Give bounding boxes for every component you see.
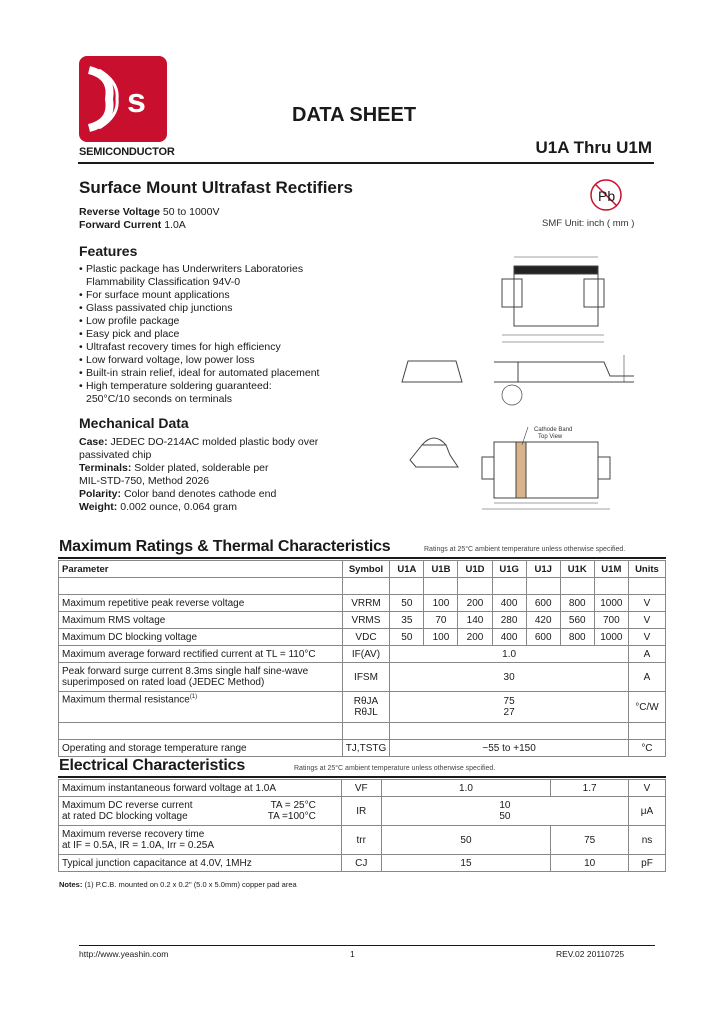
svg-text:s: s [127,82,146,120]
company-logo [79,56,167,142]
table-row: Maximum DC reverse current TA = 25°C at rated DC blocking voltage TA =100°C IR 10 50 μA [59,797,666,826]
notes [59,880,297,889]
reverse-voltage-value: 50 to 1000V [162,206,220,218]
reverse-voltage-line [79,206,220,219]
table-row: Operating and storage temperature range TJ,TSTG −55 to +150 °C [59,740,666,757]
mechanical-heading: Mechanical Data [79,415,189,431]
feature-item: Flammability Classification 94V-0 [86,276,241,288]
model-range: U1A Thru U1M [535,138,652,157]
svg-text:Pb: Pb [598,188,616,204]
feature-item: 250°C/10 seconds on terminals [86,393,233,405]
table-header-row [59,561,666,578]
col-header: U1K [560,561,594,578]
feature-item: • For surface mount applications [79,289,230,301]
terminals-line: Terminals: Solder plated, solderable per [79,462,269,474]
feature-item: • Low profile package [79,315,180,327]
forward-current-label: Forward Current [79,219,162,231]
lead-free-icon [588,177,624,213]
table-row: Maximum repetitive peak reverse voltage VRRM 50 100 200 400 600 800 1000 V [59,595,666,612]
table-spacer-row [59,723,666,740]
feature-item: • Easy pick and place [79,328,180,340]
col-header: U1M [594,561,628,578]
polarity-line: Polarity: Color band denotes cathode end [79,488,277,500]
col-header: Symbol [342,561,390,578]
max-ratings-rule [58,557,666,559]
revision: REV.02 20110725 [556,949,625,959]
col-header: U1D [458,561,492,578]
package-unit-note: SMF Unit: inch ( mm ) [542,218,635,229]
forward-current-line [79,219,186,232]
feature-item: • Ultrafast recovery times for high efficiency [79,341,281,353]
doc-title: DATA SHEET [292,104,417,126]
table-row: Maximum RMS voltage VRMS 35 70 140 280 420 560 700 V [59,612,666,629]
forward-current-value: 1.0A [164,219,186,231]
features-list [79,263,319,406]
terminals-line-2: MIL-STD-750, Method 2026 [79,475,210,487]
col-header: U1J [526,561,560,578]
col-header: U1A [390,561,424,578]
table-row: Maximum thermal resistance$^{(1)}$ RθJA RθJL 75 27 °C/W [59,692,666,723]
package-drawing [398,245,654,515]
ys-logo-icon [79,56,167,142]
case-line: Case: JEDEC DO-214AC molded plastic body over [79,436,319,448]
max-ratings-table [58,560,666,757]
weight-line: Weight: 0.002 ounce, 0.064 gram [79,501,237,513]
table-spacer-row [59,578,666,595]
company-name: SEMICONDUCTOR [79,146,175,158]
header-rule [78,162,654,164]
col-header: U1B [424,561,458,578]
electrical-heading: Electrical Characteristics [59,757,246,774]
feature-item: • High temperature soldering guaranteed: [79,380,272,392]
col-header: Parameter [59,561,343,578]
notes-label: Notes: [59,880,83,889]
footer-url[interactable]: http://www.yeashin.com [79,949,169,959]
electrical-table [58,779,666,872]
electrical-rule [58,776,666,778]
table-row: Peak forward surge current 8.3ms single half sine-wave superimposed on rated load (JEDEC Method) IFSM 30 A [59,663,666,692]
notes-text: (1) P.C.B. mounted on 0.2 x 0.2" (5.0 x 5.0mm) copper pad area [84,880,297,889]
max-ratings-note: Ratings at 25°C ambient temperature unless otherwise specified. [424,546,626,553]
table-row: Typical junction capacitance at 4.0V, 1MHz CJ 15 10 pF [59,855,666,872]
table-row: Maximum instantaneous forward voltage at 1.0A VF 1.0 1.7 V [59,780,666,797]
case-line-2: passivated chip [79,449,152,461]
feature-item: • Plastic package has Underwriters Laboratories [79,263,304,275]
feature-item: • Built-in strain relief, ideal for automated placement [79,367,320,379]
max-ratings-heading: Maximum Ratings & Thermal Characteristics [59,538,391,555]
table-row: Maximum DC blocking voltage VDC 50 100 200 400 600 800 1000 V [59,629,666,646]
svg-text:Cathode Band: Cathode Band [534,427,573,433]
pb-free-badge [588,177,624,213]
col-header: Units [628,561,665,578]
col-header: U1G [492,561,526,578]
footer-rule [79,945,655,946]
table-row: Maximum average forward rectified current at TL = 110°C IF(AV) 1.0 A [59,646,666,663]
product-title: Surface Mount Ultrafast Rectifiers [79,178,353,197]
feature-item: • Low forward voltage, low power loss [79,354,255,366]
electrical-note: Ratings at 25°C ambient temperature unless otherwise specified. [294,765,496,772]
svg-text:Top View: Top View [538,434,563,440]
features-heading: Features [79,243,138,259]
reverse-voltage-label: Reverse Voltage [79,206,160,218]
feature-item: • Glass passivated chip junctions [79,302,233,314]
table-row: Maximum reverse recovery time at IF = 0.5A, IR = 1.0A, Irr = 0.25A trr 50 75 ns [59,826,666,855]
smf-outline-drawing [398,245,654,515]
page-number: 1 [350,949,355,959]
